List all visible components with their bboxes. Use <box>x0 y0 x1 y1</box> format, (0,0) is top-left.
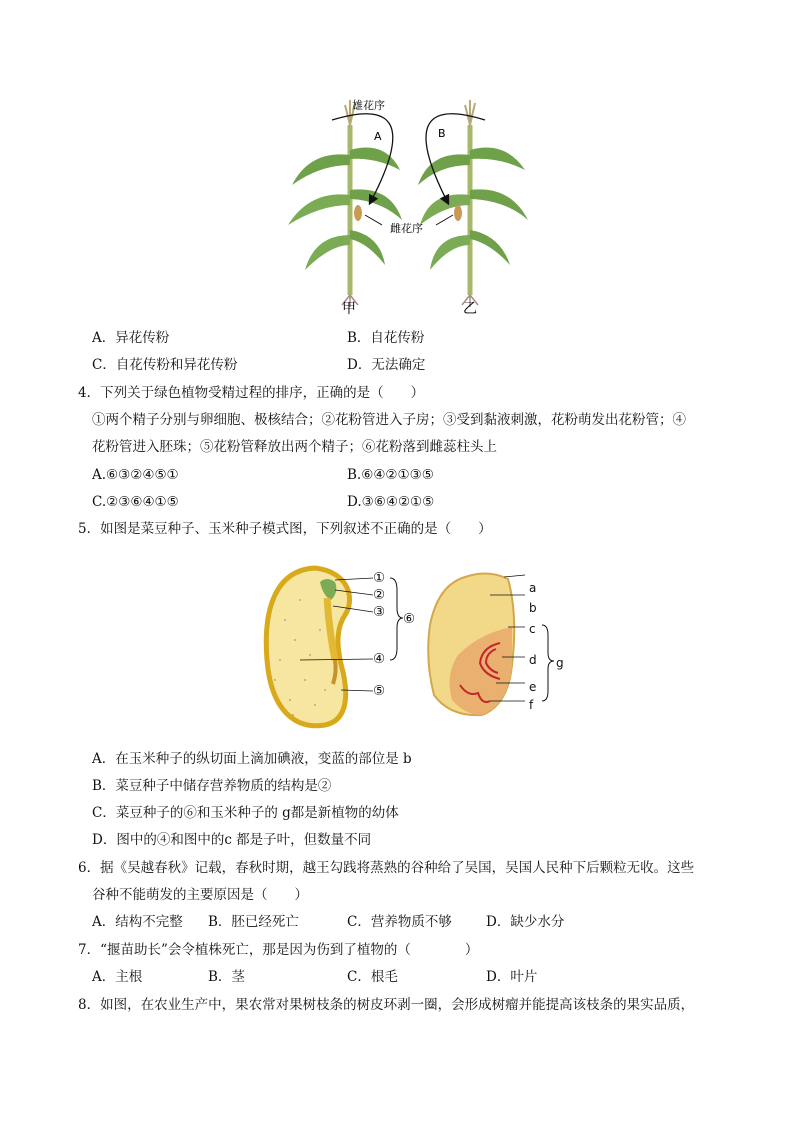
q7-stem: 7．“揠苗助长”会令植株死亡，那是因为伤到了植物的（ ） <box>78 942 479 958</box>
label-plant-yi: 乙 <box>463 301 477 317</box>
q4-option-b: B.⑥④②①③⑤ <box>347 467 434 483</box>
q7-option-b: B．茎 <box>208 969 245 985</box>
corn-pollination-figure <box>270 95 530 320</box>
q6-option-b: B．胚已经死亡 <box>208 914 299 930</box>
corn-seed-label-d: d <box>529 653 537 667</box>
q6-option-d: D．缺少水分 <box>486 914 565 930</box>
label-arrow-a: A <box>374 130 382 143</box>
q3-option-b: B．自花传粉 <box>347 330 425 346</box>
q7-option-d: D．叶片 <box>486 969 538 985</box>
q4-body-line2: 花粉管进入胚珠；⑤花粉管释放出两个精子；⑥花粉落到雌蕊柱头上 <box>92 439 497 455</box>
q5-option-c: C．菜豆种子的⑥和玉米种子的 g都是新植物的幼体 <box>92 805 399 821</box>
q6-option-c: C．营养物质不够 <box>347 914 452 930</box>
label-male-inflorescence: 雄花序 <box>352 99 385 112</box>
corn-seed-label-c: c <box>529 622 536 636</box>
label-female-inflorescence: 雌花序 <box>390 222 423 235</box>
q3-option-d: D．无法确定 <box>347 357 426 373</box>
bean-label-4: ④ <box>373 651 386 667</box>
q6-stem-line1: 6．据《吴越春秋》记载，春秋时期，越王勾践将蒸熟的谷种给了吴国，吴国人民种下后颗粒无收。这些 <box>78 860 695 876</box>
bean-label-6: ⑥ <box>403 611 416 627</box>
q3-option-c: C．自花传粉和异花传粉 <box>92 357 238 373</box>
q4-option-c: C.②③⑥④①⑤ <box>92 494 179 510</box>
q5-option-a: A．在玉米种子的纵切面上滴加碘液，变蓝的部位是 b <box>92 751 412 767</box>
q7-option-c: C．根毛 <box>347 969 398 985</box>
q6-option-a: A．结构不完整 <box>92 914 183 930</box>
corn-plant-right <box>418 100 528 307</box>
q4-body-line1: ①两个精子分别与卵细胞、极核结合；②花粉管进入子房；③受到黏液刺激，花粉萌发出花粉管；④ <box>92 412 686 428</box>
bean-seed-coat <box>266 568 349 726</box>
corn-seed-figure <box>420 565 570 725</box>
q7-option-a: A．主根 <box>92 969 143 985</box>
corn-seed-label-a: a <box>529 581 537 595</box>
label-arrow-b: B <box>438 127 446 140</box>
bean-label-5: ⑤ <box>373 683 386 699</box>
q3-option-a: A．异花传粉 <box>92 330 170 346</box>
corn-seed-label-e: e <box>529 680 537 694</box>
corn-seed-label-b: b <box>529 601 537 615</box>
q4-option-a: A.⑥③②④⑤① <box>92 467 179 483</box>
bean-label-3: ③ <box>373 604 386 620</box>
q4-option-d: D.③⑥④②①⑤ <box>347 494 435 510</box>
bean-label-2: ② <box>373 587 386 603</box>
q4-stem: 4．下列关于绿色植物受精过程的排序，正确的是（ ） <box>78 385 425 401</box>
q6-stem-line2: 谷种不能萌发的主要原因是（ ） <box>92 887 308 903</box>
q8-stem: 8．如图，在农业生产中，果农常对果树枝条的树皮环剥一圈，会形成树瘤并能提高该枝条的果实品质， <box>78 997 695 1013</box>
q5-stem: 5．如图是菜豆种子、玉米种子模式图，下列叙述不正确的是（ ） <box>78 521 492 537</box>
corn-seed-label-f: f <box>529 698 534 712</box>
bean-seed-figure <box>255 560 415 735</box>
bean-label-1: ① <box>373 570 386 586</box>
corn-plant-left <box>288 100 402 307</box>
corn-seed-label-g: g <box>556 656 564 670</box>
label-plant-jia: 甲 <box>342 301 356 317</box>
q5-option-b: B．菜豆种子中储存营养物质的结构是② <box>92 778 332 794</box>
q5-option-d: D．图中的④和图中的c 都是子叶，但数量不同 <box>92 832 372 848</box>
